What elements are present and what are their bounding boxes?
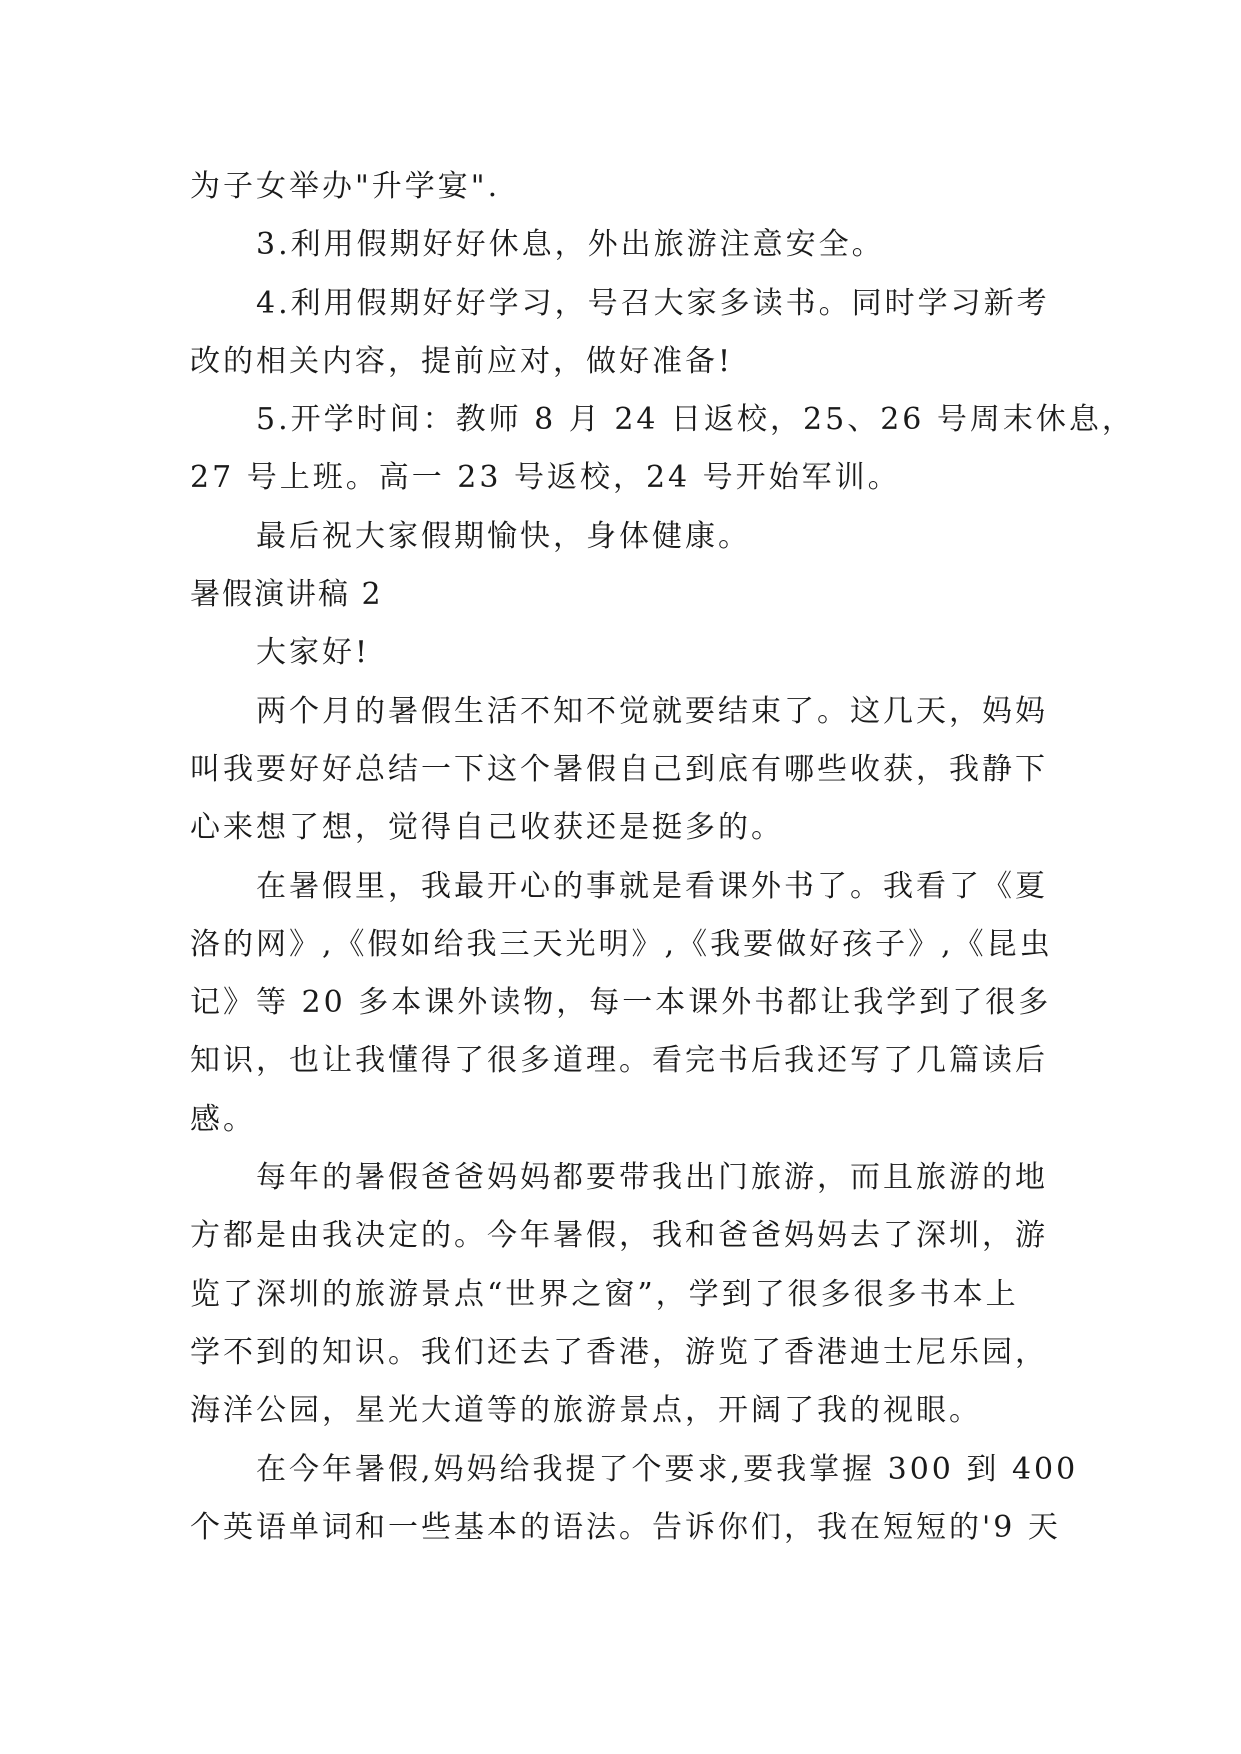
text-line: 每年的暑假爸爸妈妈都要带我出门旅游，而且旅游的地 [256, 1160, 1048, 1196]
text-line: 心来想了想，觉得自己收获还是挺多的。 [190, 810, 784, 846]
text-line: 学不到的知识。我们还去了香港，游览了香港迪士尼乐园， [190, 1334, 1048, 1370]
text-line: 改的相关内容，提前应对，做好准备! [190, 343, 734, 379]
text-line: 洛的网》,《假如给我三天光明》,《我要做好孩子》,《昆虫 [190, 926, 1053, 962]
text-line: 知识，也让我懂得了很多道理。看完书后我还写了几篇读后 [190, 1043, 1048, 1079]
text-line: 感。 [190, 1101, 256, 1137]
section-heading: 暑假演讲稿 2 [190, 577, 383, 613]
text-line: 5.开学时间：教师 8 月 24 日返校，25、26 号周末休息， [256, 402, 1135, 438]
text-line: 在今年暑假,妈妈给我提了个要求,要我掌握 300 到 400 [256, 1451, 1079, 1487]
text-line: 两个月的暑假生活不知不觉就要结束了。这几天，妈妈 [256, 693, 1048, 729]
text-line: 叫我要好好总结一下这个暑假自己到底有哪些收获，我静下 [190, 751, 1048, 787]
document-body [190, 158, 1135, 1557]
text-line: 3.利用假期好好休息，外出旅游注意安全。 [256, 227, 885, 263]
text-line: 大家好! [256, 635, 371, 671]
text-line: 方都是由我决定的。今年暑假，我和爸爸妈妈去了深圳，游 [190, 1218, 1048, 1254]
text-line: 览了深圳的旅游景点“世界之窗”，学到了很多很多书本上 [190, 1276, 1019, 1312]
text-line: 为子女举办"升学宴". [190, 169, 501, 204]
text-line: 记》等 20 多本课外读物，每一本课外书都让我学到了很多 [190, 985, 1052, 1021]
text-line: 在暑假里，我最开心的事就是看课外书了。我看了《夏 [256, 868, 1048, 904]
text-line: 4.利用假期好好学习，号召大家多读书。同时学习新考 [256, 285, 1050, 321]
text-line: 27 号上班。高一 23 号返校，24 号开始军训。 [190, 460, 901, 496]
text-line: 海洋公园，星光大道等的旅游景点，开阔了我的视眼。 [190, 1393, 982, 1429]
text-line: 个英语单词和一些基本的语法。告诉你们，我在短短的'9 天 [190, 1509, 1061, 1545]
text-line: 最后祝大家假期愉快，身体健康。 [256, 518, 751, 554]
